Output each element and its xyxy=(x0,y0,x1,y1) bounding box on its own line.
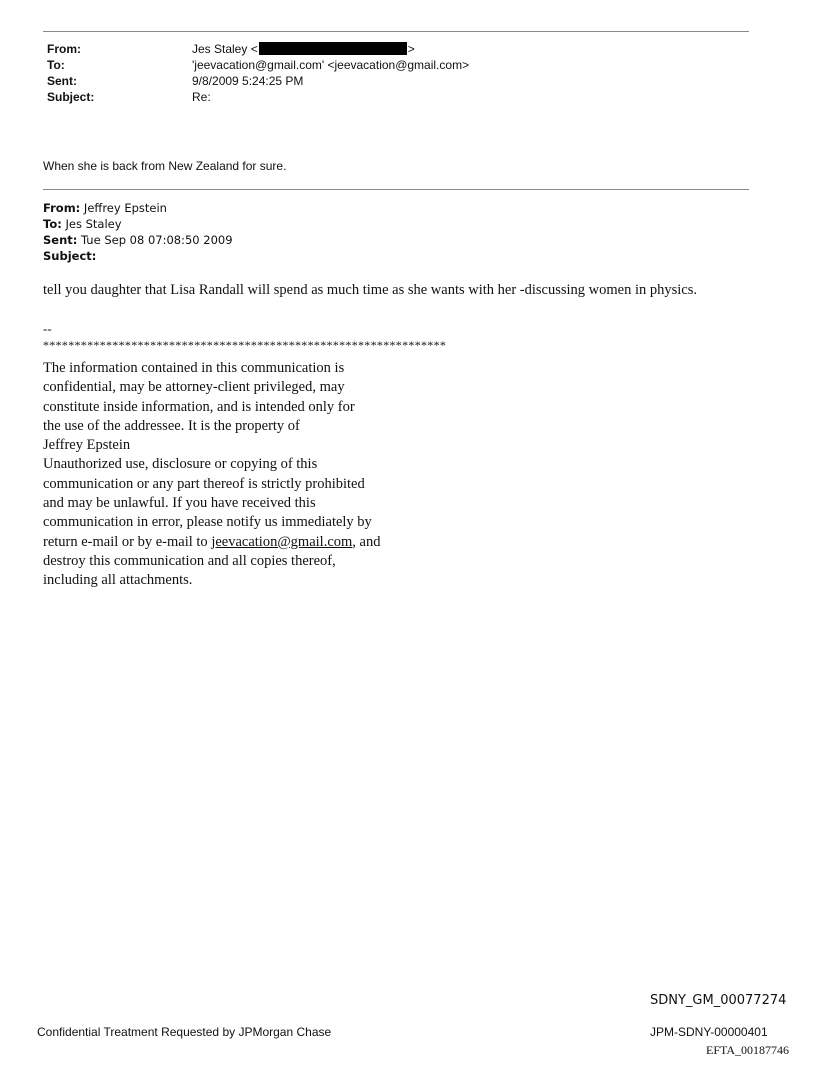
quoted-from-value: Jeffrey Epstein xyxy=(80,201,167,215)
quoted-subject-label: Subject: xyxy=(43,249,97,263)
efta-number: EFTA_00187746 xyxy=(706,1043,790,1057)
from-value xyxy=(192,41,415,57)
quoted-from-label: From: xyxy=(43,201,81,215)
from-name: Jes Staley < xyxy=(192,42,258,56)
signature-dashes: -- xyxy=(43,321,52,336)
bates-jpm-number: JPM-SDNY-00000401 xyxy=(650,1025,768,1039)
disclaimer-line: including all attachments. xyxy=(43,572,193,589)
quoted-subject xyxy=(43,248,233,264)
email-header xyxy=(47,41,469,105)
separator-rule xyxy=(43,189,749,190)
disclaimer xyxy=(43,359,423,591)
quoted-sent xyxy=(43,232,233,248)
disclaimer-line: and may be unlawful. If you have received this xyxy=(43,495,316,512)
subject-row xyxy=(47,89,469,105)
quoted-to-label: To: xyxy=(43,217,62,231)
disclaimer-line: constitute inside information, and is intended only for xyxy=(43,398,355,415)
sent-row xyxy=(47,73,469,89)
to-row xyxy=(47,57,469,73)
disclaimer-line: destroy this communication and all copies thereof, xyxy=(43,552,336,569)
quoted-sent-value: Tue Sep 08 07:08:50 2009 xyxy=(77,233,233,247)
disclaimer-text: return e-mail or by e-mail to xyxy=(43,533,212,550)
disclaimer-line: Unauthorized use, disclosure or copying of this xyxy=(43,456,318,473)
message-body: tell you daughter that Lisa Randall will spend as much time as she wants with her -discussing women in physics. xyxy=(43,282,698,298)
reply-body: When she is back from New Zealand for sure. xyxy=(43,159,287,173)
disclaimer-line: the use of the addressee. It is the property of xyxy=(43,417,300,434)
from-bracket: > xyxy=(407,42,415,56)
quoted-to-value: Jes Staley xyxy=(61,217,122,231)
redaction-bar xyxy=(259,42,407,55)
sent-label: Sent: xyxy=(47,74,77,88)
from-label: From: xyxy=(47,42,81,56)
disclaimer-line: Jeffrey Epstein xyxy=(43,437,131,454)
quoted-to xyxy=(43,216,233,232)
disclaimer-line: The information contained in this communication is xyxy=(43,360,345,376)
asterisk-divider: **************************************************************** xyxy=(43,338,447,352)
to-value: 'jeevacation@gmail.com' <jeevacation@gmail.com> xyxy=(192,58,470,72)
top-rule xyxy=(43,31,749,32)
disclaimer-line: confidential, may be attorney-client privileged, may xyxy=(43,379,345,396)
disclaimer-text: , and xyxy=(352,533,381,550)
from-row xyxy=(47,41,469,57)
confidential-footer: Confidential Treatment Requested by JPMorgan Chase xyxy=(37,1025,332,1039)
disclaimer-line: communication in error, please notify us immediately by xyxy=(43,514,372,531)
sent-value: 9/8/2009 5:24:25 PM xyxy=(192,74,304,88)
to-label: To: xyxy=(47,58,65,72)
subject-value: Re: xyxy=(192,90,211,104)
bates-gm-number: SDNY_GM_00077274 xyxy=(650,993,787,1008)
subject-label: Subject: xyxy=(47,90,95,104)
disclaimer-line xyxy=(43,533,423,552)
quoted-header xyxy=(43,200,233,264)
quoted-sent-label: Sent: xyxy=(43,233,78,247)
disclaimer-line: communication or any part thereof is strictly prohibited xyxy=(43,475,365,492)
quoted-from xyxy=(43,200,233,216)
email-link[interactable]: jeevacation@gmail.com xyxy=(211,533,353,550)
